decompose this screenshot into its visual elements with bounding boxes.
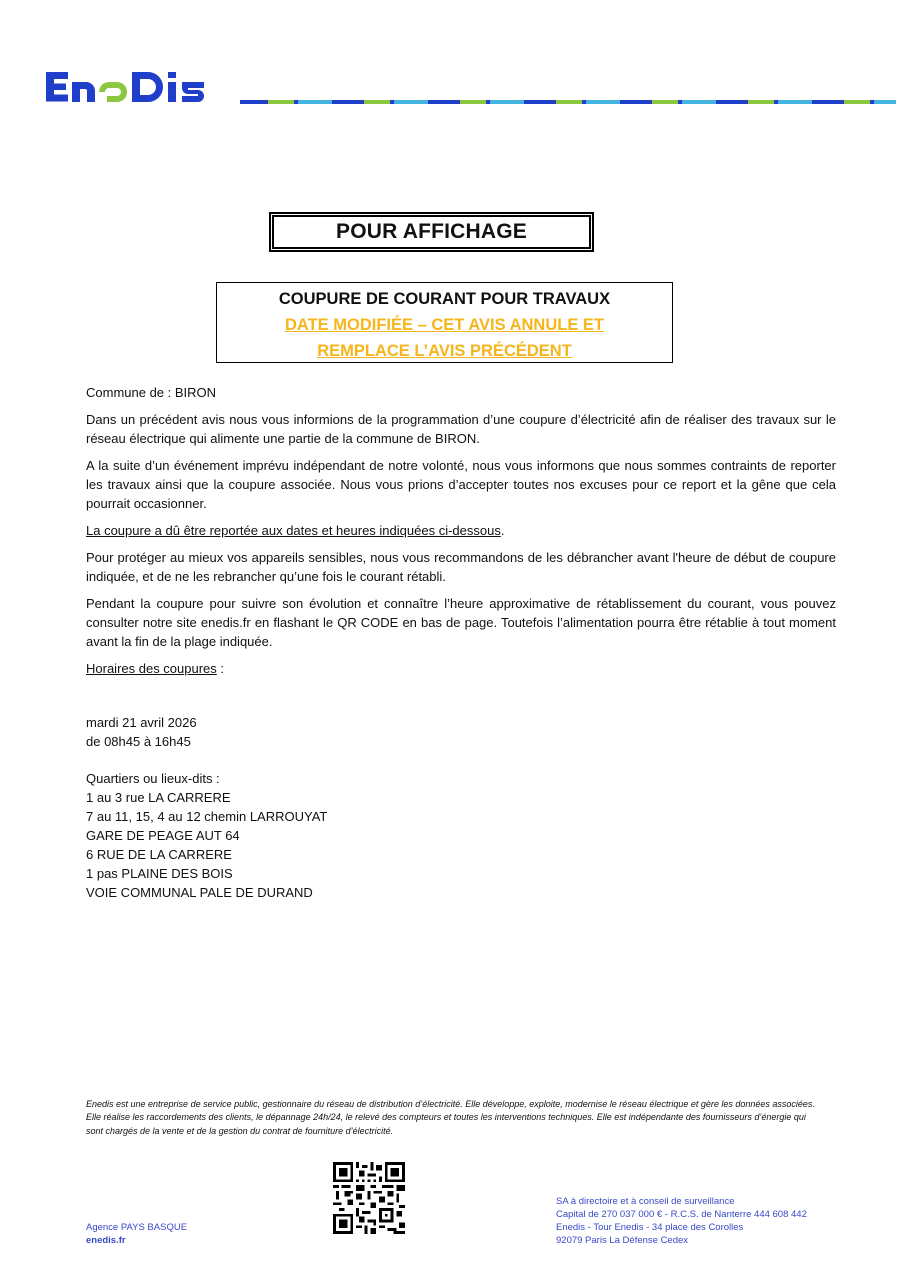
modification-notice-line1: DATE MODIFIÉE – CET AVIS ANNULE ET: [284, 316, 605, 334]
website-link[interactable]: enedis.fr: [86, 1235, 126, 1246]
new-dates-text: La coupure a dû être reportée aux dates et heures indiquées ci-dessous: [86, 523, 501, 538]
notice-body: [86, 383, 836, 686]
qr-code-icon: [333, 1162, 405, 1234]
lieu-item: 6 RUE DE LA CARRERE: [86, 847, 232, 862]
outage-date: mardi 21 avril 2026: [86, 715, 197, 730]
horaires-label: Horaires des coupures: [86, 661, 217, 676]
new-dates-period: .: [500, 523, 505, 538]
company-line: 92079 Paris La Défense Cedex: [556, 1235, 689, 1246]
qr-code[interactable]: [333, 1162, 405, 1234]
modification-notice-line2: REMPLACE L’AVIS PRÉCÉDENT: [317, 342, 572, 360]
quartiers-label: Quartiers ou lieux-dits :: [86, 771, 220, 786]
schedule-block: [86, 713, 836, 902]
company-line: SA à directoire et à conseil de surveillance: [556, 1196, 735, 1207]
agency-info: [86, 1221, 187, 1247]
commune-line: Commune de : BIRON: [86, 385, 217, 400]
paragraph-follow-outage: Pendant la coupure pour suivre son évolution et connaître l’heure approximative de rétablissement du courant, vous pouvez consulter notre site enedis.fr en flashant le QR CODE en bas de page. Toutefois l’alimentation pourra être rétablie à tout moment avant la fin de la plage indiquée.: [86, 596, 836, 649]
paragraph-previous-notice: Dans un précédent avis nous vous informions de la programmation d’une coupure d’électricité afin de réaliser des travaux sur le réseau électrique qui alimente une partie de la commune de BIRON.: [86, 412, 836, 446]
lieu-item: 1 pas PLAINE DES BOIS: [86, 866, 233, 881]
notice-title-box: [216, 282, 673, 363]
paragraph-new-dates: [86, 521, 836, 540]
enedis-logo: [44, 66, 234, 108]
lieu-item: 1 au 3 rue LA CARRERE: [86, 790, 231, 805]
lieu-item: GARE DE PEAGE AUT 64: [86, 828, 240, 843]
legal-disclaimer: Enedis est une entreprise de service public, gestionnaire du réseau de distribution d’électricité. Elle développe, exploite, modernise le réseau électrique et gère les données associées. Elle réalise les raccordements des clients, le dépannage 24h/24, le relevé des compteurs et toutes les interventions techniques. Elle est indépendante des fournisseurs d’énergie qui sont chargés de la vente et de la gestion du contrat de fourniture d’électricité.: [86, 1099, 815, 1136]
pour-affichage-label: POUR AFFICHAGE: [335, 220, 528, 243]
horaires-colon: :: [216, 661, 225, 676]
agency-name: Agence PAYS BASQUE: [86, 1222, 188, 1233]
company-info: [556, 1195, 807, 1247]
outage-time: de 08h45 à 16h45: [86, 734, 191, 749]
paragraph-postponement: A la suite d’un événement imprévu indépendant de notre volonté, nous vous informons que nous sommes contraints de reporter les travaux ainsi que la coupure associée. Nous vous prions d’accepter toutes nos excuses pour ce report et la gêne que cela pourrait occasionner.: [86, 458, 836, 511]
notice-title: COUPURE DE COURANT POUR TRAVAUX: [278, 290, 611, 308]
lieu-item: VOIE COMMUNAL PALE DE DURAND: [86, 885, 313, 900]
pour-affichage-box: [269, 212, 594, 252]
brand-divider: [240, 100, 896, 104]
company-line: Capital de 270 037 000 € - R.C.S. de Nanterre 444 608 442: [556, 1209, 807, 1220]
company-line: Enedis - Tour Enedis - 34 place des Corolles: [556, 1222, 744, 1233]
lieu-item: 7 au 11, 15, 4 au 12 chemin LARROUYAT: [86, 809, 328, 824]
horaires-heading: [86, 659, 836, 678]
paragraph-protect-devices: Pour protéger au mieux vos appareils sensibles, nous vous recommandons de les débrancher avant l'heure de début de coupure indiquée, et de ne les rebrancher qu’une fois le courant rétabli.: [86, 550, 836, 584]
enedis-logo-icon: [44, 66, 234, 108]
